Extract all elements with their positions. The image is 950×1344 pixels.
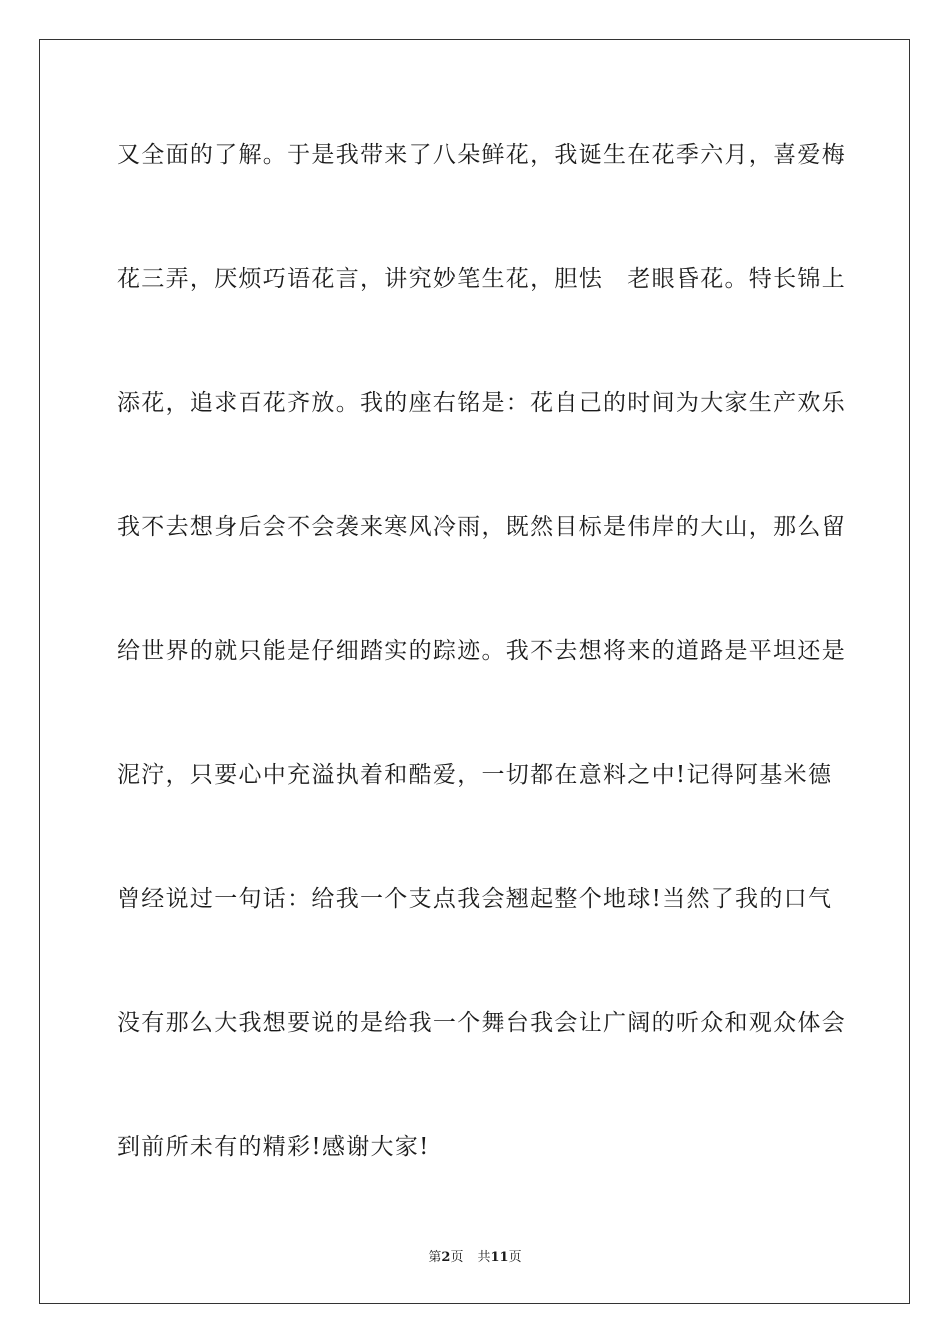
text-line-7: 曾经说过一句话：给我一个支点我会翘起整个地球!当然了我的口气: [117, 886, 833, 912]
text-line-6: 泥泞，只要心中充溢执着和酷爱，一切都在意料之中!记得阿基米德: [117, 762, 833, 788]
page-footer: [0, 1246, 950, 1265]
current-page-number: 2: [441, 1250, 451, 1265]
page-suffix: 页: [450, 1250, 464, 1265]
text-line-2: 花三弄，厌烦巧语花言，讲究妙笔生花，胆怯 老眼昏花。特长锦上: [117, 266, 846, 292]
document-body: [117, 124, 846, 1240]
text-line-4: 我不去想身后会不会袭来寒风冷雨，既然目标是伟岸的大山，那么留: [117, 514, 846, 540]
text-line-3: 添花，追求百花齐放。我的座右铭是：花自己的时间为大家生产欢乐: [117, 390, 846, 416]
total-suffix: 页: [508, 1250, 522, 1265]
text-line-8: 没有那么大我想要说的是给我一个舞台我会让广阔的听众和观众体会: [117, 1010, 846, 1036]
text-line-5: 给世界的就只能是仔细踏实的踪迹。我不去想将来的道路是平坦还是: [117, 638, 846, 664]
total-prefix: 共: [477, 1250, 491, 1265]
total-pages-number: 11: [490, 1250, 509, 1265]
text-line-9: 到前所未有的精彩!感谢大家!: [117, 1134, 430, 1160]
page-prefix: 第: [428, 1250, 442, 1265]
text-line-1: 又全面的了解。于是我带来了八朵鲜花，我诞生在花季六月，喜爱梅: [117, 142, 846, 168]
